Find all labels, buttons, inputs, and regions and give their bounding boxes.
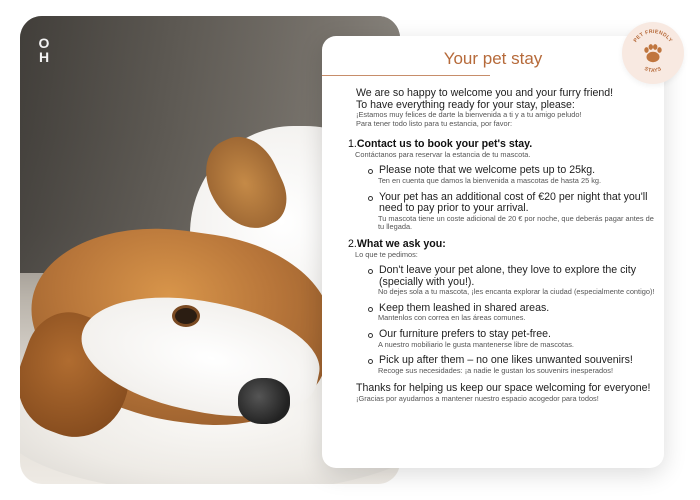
item-text-es: Mantenlos con correa en las áreas comunes. — [378, 313, 526, 323]
dog-nose — [238, 378, 290, 424]
title-divider — [322, 75, 490, 76]
badge-graphic — [622, 22, 684, 84]
item-text-en: Please note that we welcome pets up to 25kg. — [379, 164, 596, 177]
logo-letter-top: O — [38, 35, 50, 51]
section-1-title: Contact us to book your pet's stay. — [356, 138, 533, 151]
badge-text-bottom: STAYS — [643, 66, 663, 75]
intro — [356, 88, 656, 128]
card-content — [348, 87, 656, 403]
item-text-en: Pick up after them – no one likes unwanted souvenirs! — [379, 354, 633, 367]
badge-text-top: PET FRIENDLY — [632, 28, 674, 44]
list-item — [356, 265, 656, 297]
section-1-subtitle: Contáctanos para reservar la estancia de tu mascota. — [355, 150, 531, 160]
svg-text:PET FRIENDLY — [633, 29, 674, 44]
intro-line-es-1: ¡Estamos muy felices de darte la bienvenida a ti y a tu amigo peludo! — [356, 110, 582, 120]
list-item — [356, 165, 656, 185]
item-text-es: No dejes sola a tu mascota, ¡les encanta explorar la ciudad (especialmente contigo)! — [378, 287, 655, 297]
closing-text-es: ¡Gracias por ayudarnos a mantener nuestro espacio acogedor para todos! — [356, 393, 599, 403]
item-text-en: Your pet has an additional cost of €20 per night that you'll need to pay prior to your arrival. — [379, 190, 648, 215]
pet-friendly-badge — [622, 22, 684, 84]
intro-line-es-2: Para tener todo listo para tu estancia, por favor: — [356, 118, 513, 128]
list-item — [356, 355, 656, 375]
card-title: Your pet stay — [443, 49, 543, 68]
section-2-list — [356, 265, 656, 375]
item-text-es: Ten en cuenta que damos la bienvenida a mascotas de hasta 25 kg. — [378, 175, 602, 185]
item-text-en: Don't leave your pet alone, they love to explore the city (specially with you!). — [379, 263, 637, 288]
item-text-es: Recoge sus necesidades: ¡a nadie le gustan los souvenirs inesperados! — [378, 365, 614, 375]
dog-eye — [175, 308, 197, 324]
logo-letter-bottom: H — [38, 49, 50, 65]
list-item — [356, 192, 656, 232]
brand-logo — [36, 36, 52, 64]
intro-line-en-1: We are so happy to welcome you and your furry friend! — [356, 87, 614, 99]
closing-text-en: Thanks for helping us keep our space welcoming for everyone! — [356, 382, 651, 395]
section-1-number: 1. — [348, 138, 357, 151]
section-2-heading — [348, 238, 656, 250]
list-item — [356, 329, 656, 349]
section-2-number: 2. — [348, 237, 357, 250]
item-text-en: Our furniture prefers to stay pet-free. — [379, 327, 551, 340]
svg-text:STAYS — [643, 66, 663, 74]
item-text-en: Keep them leashed in shared areas. — [379, 301, 550, 314]
section-2-title: What we ask you: — [356, 237, 446, 250]
closing — [356, 383, 656, 403]
intro-line-en-2: To have everything ready for your stay, please: — [356, 98, 575, 111]
list-item — [356, 303, 656, 323]
paw-icon — [644, 44, 661, 62]
item-text-es: Tu mascota tiene un coste adicional de 20 € por noche, que deberás pagar antes de tu llegada. — [378, 213, 654, 232]
section-1-list — [356, 165, 656, 232]
item-text-es: A nuestro mobiliario le gusta mantenerse libre de mascotas. — [378, 339, 574, 349]
pet-stay-card — [322, 36, 664, 468]
section-2-subtitle: Lo que te pedimos: — [355, 249, 418, 259]
section-1-heading — [348, 138, 656, 150]
